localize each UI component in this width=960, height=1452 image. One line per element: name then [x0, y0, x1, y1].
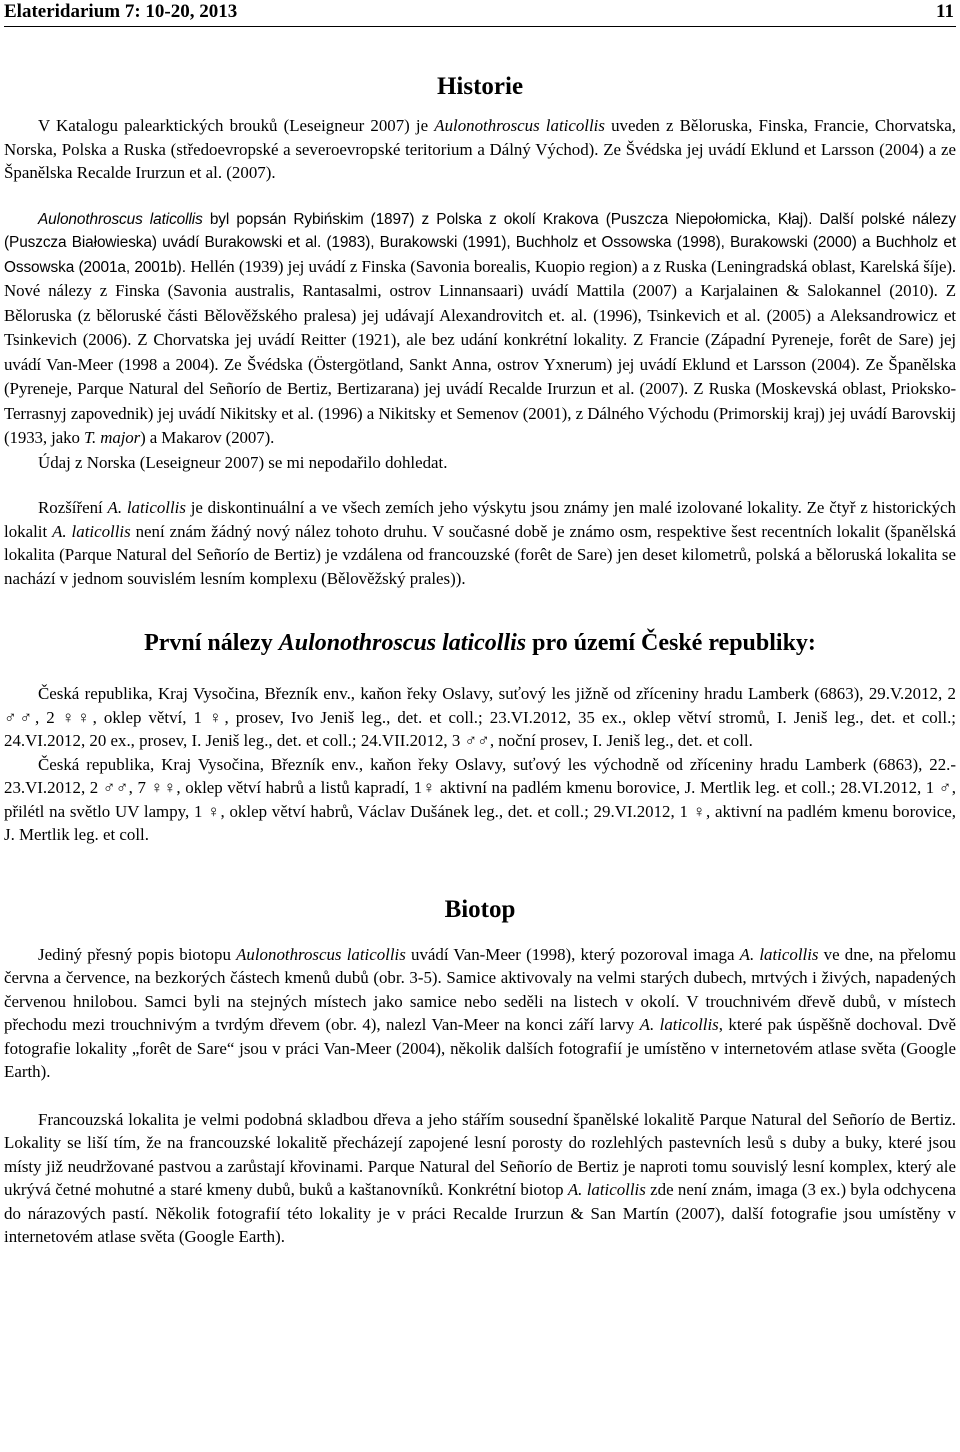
paragraph-catalogue — [4, 114, 956, 185]
text-run: Hellén (1939) jej uvádí z Finska (Savonia borealis, Kuopio region) a z Ruska (Leningradská oblast, Karelská šíje). Nové nálezy z Finska (Savonia australis, Rantasalmi, ostrov Linnansaari) uvádí Mattila (2007) a Karjalainen & Salokannel (2010). Z Běloruska (z běloruské části Bělověžského pralesa) jej udávají Alexandrovitch et. al. (1996), Tsinkevich et al. (2005) a Aleksandrowicz et Tsinkevich (2006). Z Chorvatska jej uvádí Reitter (1921), ale bez udání konkrétní lokality. Z Francie (Západní Pyreneje, forêt de Sare) jej uvádí Van-Meer (1998 a 2004). Ze Švédska (Östergötland, Sankt Anna, ostrov Yxnerum) jej uvádí Eklund et Larsson (2004). Ze Španělska (Pyreneje, Parque Natural del Señorío de Bertiz, Bertizarana) jej uvádí Recalde Irurzun et al. (2007). Z Ruska (Moskevská oblast, Prioksko-Terrasnyj zapovednik) jej uvádí Nikitsky et al. (1996) a Nikitsky et Semenov (2001), z Dálného Východu (Primorskij kraj) jej uvádí Barovskij (1933, jako — [4, 256, 956, 447]
text-run: ) a Makarov (2007). — [140, 428, 275, 447]
species-name: A. laticollis — [107, 498, 186, 517]
species-name: A. laticollis — [739, 944, 819, 964]
text-run: Rozšíření — [38, 498, 108, 517]
species-name: Aulonothroscus laticollis — [236, 944, 406, 964]
text-run: , které pak úspěšně dochoval. Dvě fotografie lokality „forêt de Sare“ jsou v práci Van-Meer (2004), několik dalších fotografií je umístěno v internetovém atlase světa (Google Earth). — [4, 1015, 957, 1081]
journal-citation: Elateridarium 7: 10-20, 2013 — [4, 1, 238, 22]
section-title-historie: Historie — [436, 73, 524, 100]
text-run: byl popsán Rybińskim (1897) z Polska z okolí Krakova (Puszcza Niepołomicka, Kłaj). Další polské nálezy (Puszcza Białowieska) uvádí Burakowski et al. (1983), Burakowski (1991), Buchholz et Ossowska (1998), Burakowski (2000) a Buchholz et Ossowska (2001a, 2001b). — [4, 210, 956, 276]
paragraph-biotope-description — [4, 943, 956, 1084]
paragraph-distribution — [4, 496, 956, 590]
text-run: uveden z Běloruska, Finska, Francie, Chorvatska, Norska, Polska a Ruska (středoevropské a severoevropské teritorium a Dálný Východ). Ze Švédska jej uvádí Eklund et Larsson (2004) a ze Španělska Recalde Irurzun et al. (2007). — [4, 116, 957, 182]
page-number: 11 — [936, 1, 954, 22]
section-title-biotop: Biotop — [444, 895, 516, 923]
text-run: ve dne, na přelomu června a července, na bezkorých částech kmenů dubů (obr. 3-5). Samice aktivovaly na velmi starých dubech, mrtvých i živých, napadených červenou hnilobou. Samci byli na stejných místech jako samice nebo seděli na listech v okolí. V trouchnivém dřevě dubů, v místech přechodu mezi trouchnivým a tvrdým dřevem (obr. 4), nalezl Van-Meer na konci září larvy — [4, 944, 956, 1034]
species-name: T. major — [83, 428, 141, 447]
section-title-first-records — [4, 628, 956, 682]
paragraph-description-history — [4, 208, 956, 451]
text-run: není znám žádný nový nález tohoto druhu. V současné době je známo osm, respektive šest recentních lokalit (španělská lokalita (Parque Natural del Señorío de Bertiz) je vzdálena od francouzské (forêt de Sare) jen deset kilometrů, polská a běloruská lokalita se nachází v jednom souvislém lesním komplexu (Bělověžský prales)). — [4, 521, 957, 588]
article-body — [4, 70, 956, 1249]
paragraph-record-south: Česká republika, Kraj Vysočina, Březník env., kaňon řeky Oslavy, suťový les jižně od zříceniny hradu Lamberk (6863), 29.V.2012, 2 ♂♂, 2 ♀♀, oklep větví, 1 ♀, prosev, Ivo Jeniš leg., det. et coll.; 23.VI.2012, 35 ex., oklep větví stromů, I. Jeniš leg., det. et coll.; 24.VI.2012, 20 ex., prosev, I. Jeniš leg., det. et coll.; 24.VII.2012, 3 ♂♂, noční prosev, I. Jeniš leg., det. et coll. — [4, 684, 956, 750]
text-run: zde není znám, imaga (3 ex.) byla odchycena do nárazových pastí. Několik fotografií této lokality je v práci Recalde Irurzun & San Martín (2007), další fotografie jsou umístěny v internetovém atlase světa (Google Earth). — [4, 1180, 956, 1246]
text-run: Jediný přesný popis biotopu — [38, 944, 237, 964]
text-run: je diskontinuální a ve všech zemích jeho výskytu jsou známy jen malé izolované lokality. Ze čtyř z historických lokalit — [4, 498, 956, 541]
text-run: pro území České republiky: — [526, 630, 816, 656]
species-name: A. laticollis — [639, 1015, 719, 1034]
text-run: V Katalogu palearktických brouků (Leseigneur 2007) je — [38, 116, 435, 135]
paragraph-record-east: Česká republika, Kraj Vysočina, Březník env., kaňon řeky Oslavy, suťový les východně od zříceniny hradu Lamberk (6863), 22.- 23.VI.2012, 2 ♂♂, 7 ♀♀, oklep větví habrů a listů kapradí, 1♀ aktivní na padlém kmenu borovice, J. Mertlik leg. et coll.; 28.VI.2012, 1 ♂, přilétl na světlo UV lampy, 1 ♀, oklep větví habrů, Václav Dušánek leg., det. et coll.; 29.VI.2012, 1 ♀, aktivní na padlém kmenu borovice, J. Mertlik leg. et coll. — [4, 754, 956, 844]
species-name: Aulonothroscus laticollis — [278, 630, 527, 656]
text-run: První nálezy — [144, 630, 279, 656]
text-run: Francouzská lokalita je velmi podobná skladbou dřeva a jeho stářím sousední španělské lokalitě Parque Natural del Señorío de Bertiz. Lokality se liší tím, že na francouzské lokalitě přecházejí zapojené lesní porosty do rozlehlých pastevních lesů s duby a buky, které jsou místy již neudržované pastvou a zarůstají křovinami. Parque Natural del Señorío de Bertiz je naproti tomu souvislý lesní komplex, který ale ukrývá četné mohutné a staré kmeny dubů, buků a kaštanovníků. Konkrétní biotop — [4, 1109, 956, 1199]
paragraph-norway-note: Údaj z Norska (Leseigneur 2007) se mi nepodařilo dohledat. — [38, 452, 448, 472]
species-name: Aulonothroscus laticollis — [434, 116, 605, 135]
running-header — [4, 0, 956, 27]
paragraph-french-locality — [4, 1108, 956, 1249]
species-name: A. laticollis — [52, 521, 131, 541]
species-name: A. laticollis — [567, 1180, 646, 1199]
species-name: Aulonothroscus laticollis — [38, 210, 203, 228]
text-run: uvádí Van-Meer (1998), který pozoroval imaga — [405, 944, 740, 964]
